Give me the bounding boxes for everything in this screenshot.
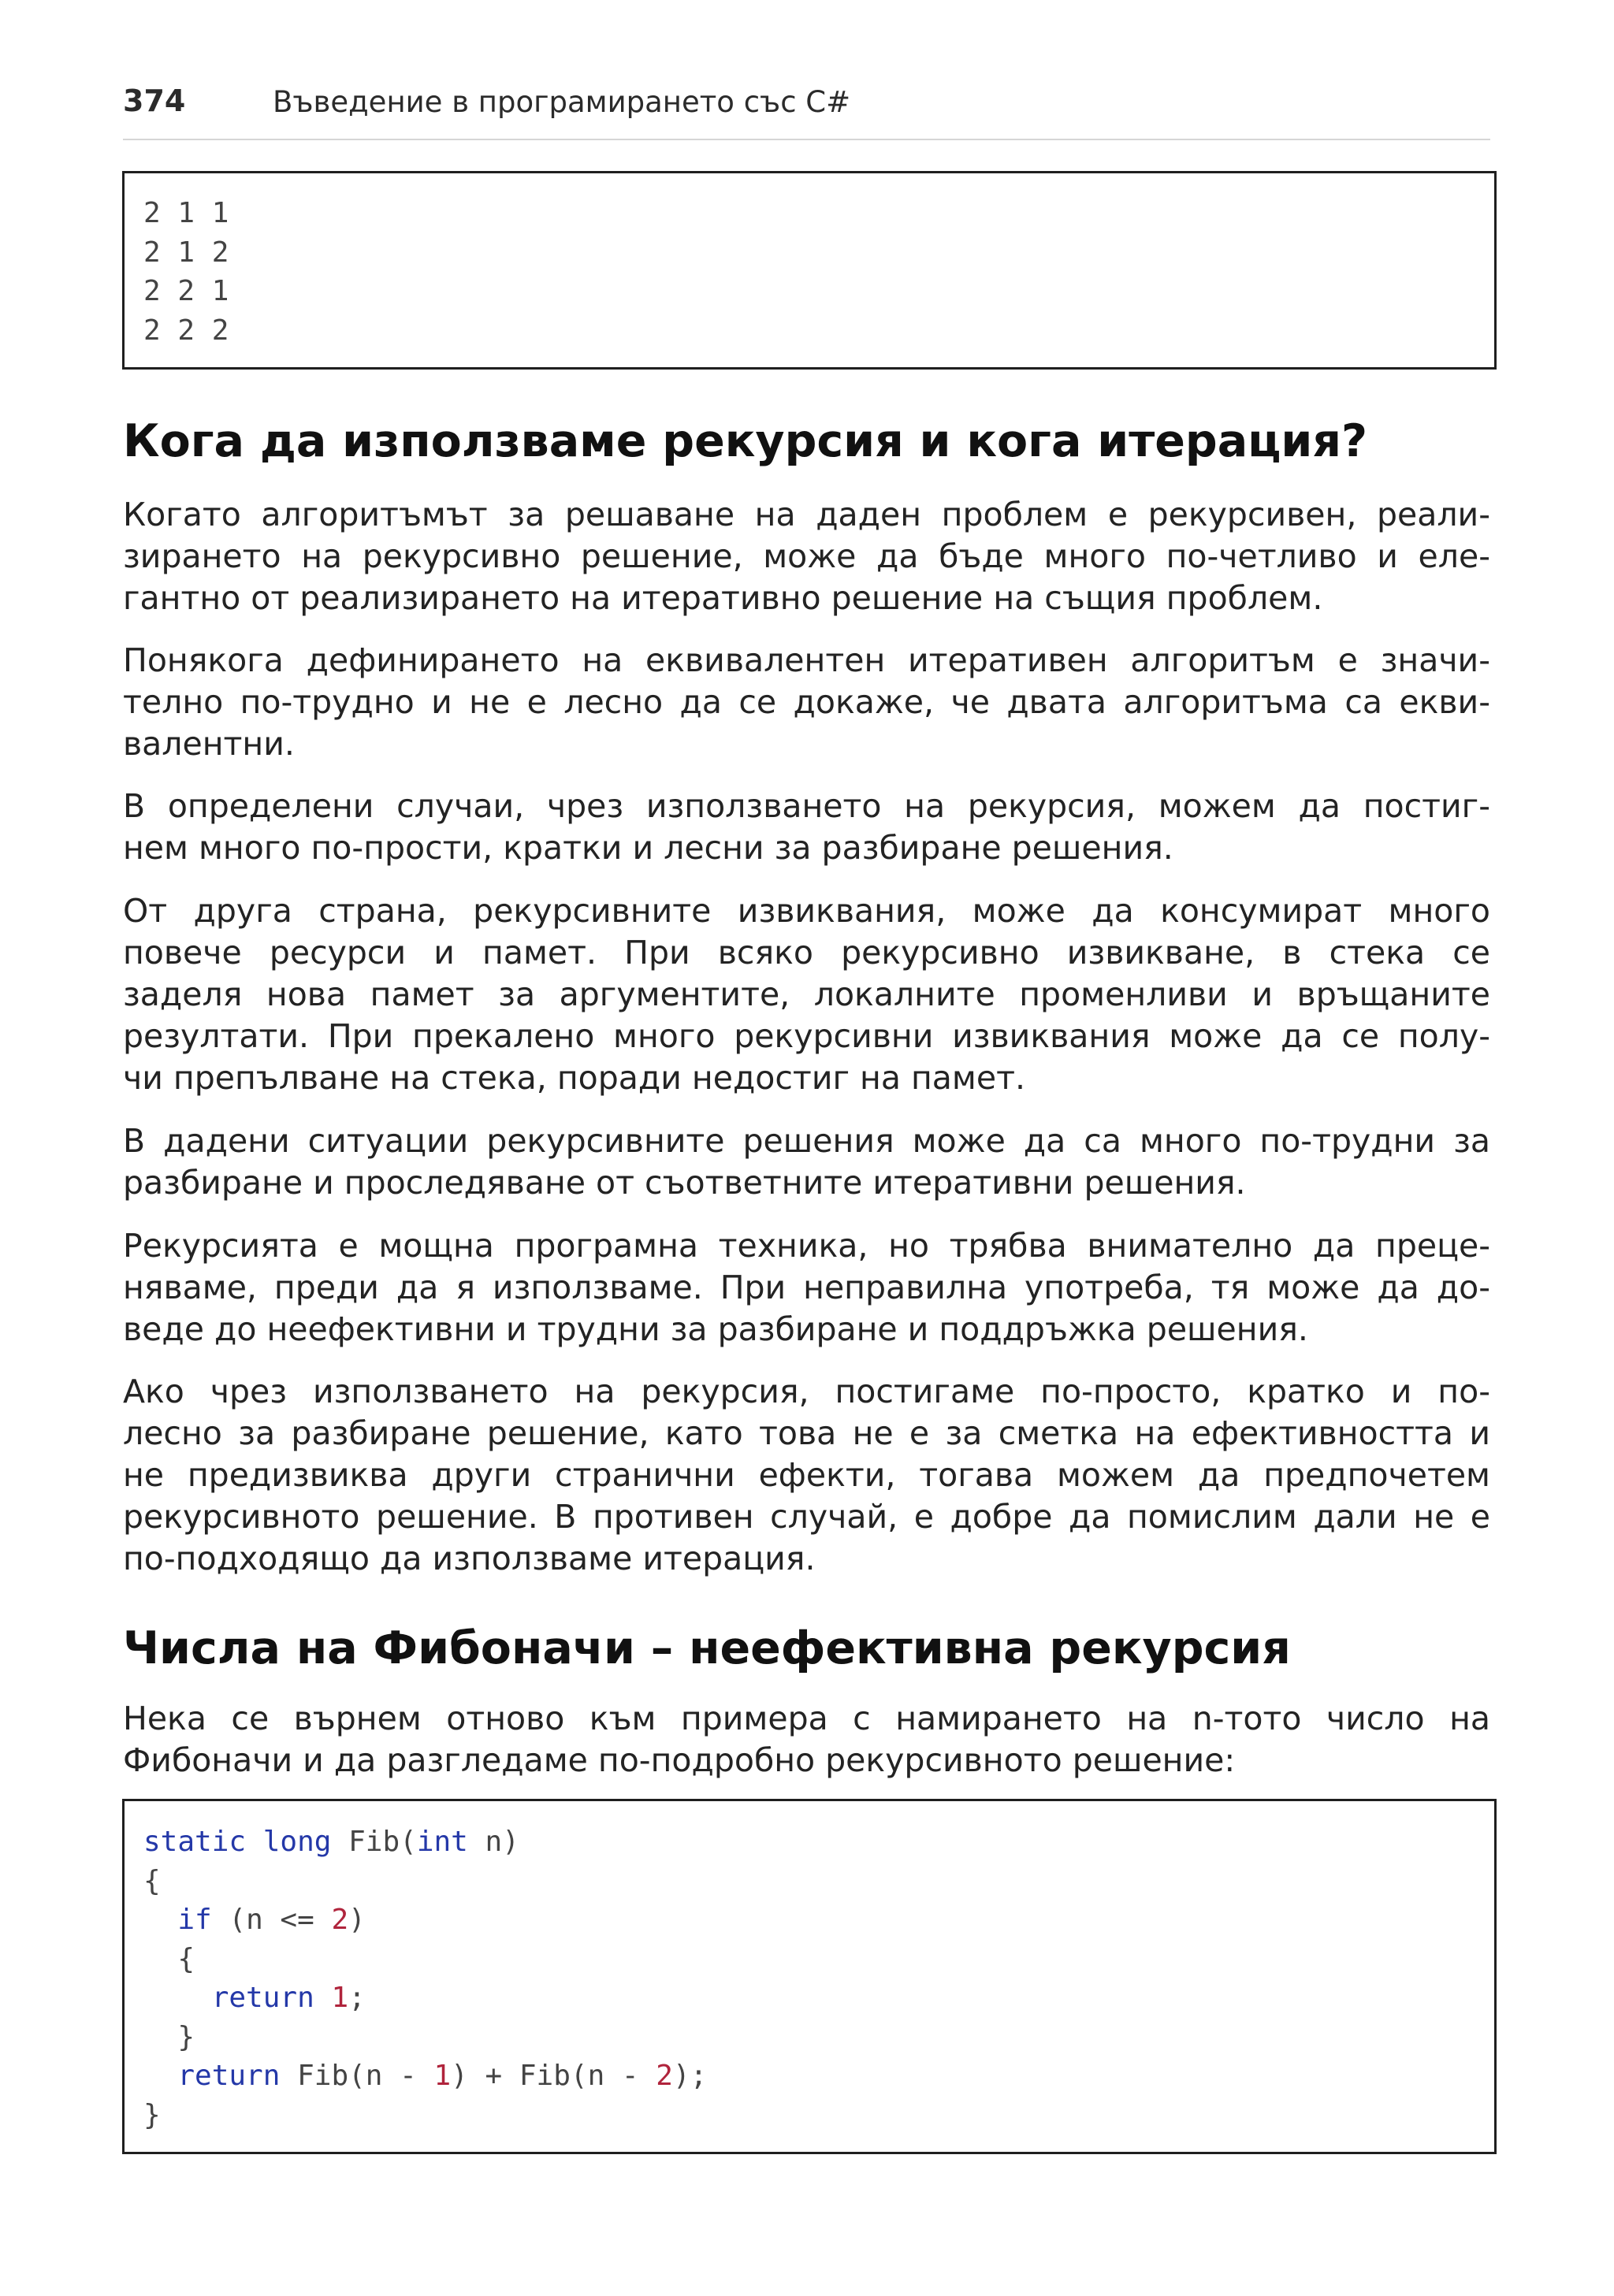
paragraph xyxy=(123,494,1490,619)
code-number: 1 xyxy=(331,1982,349,2014)
paragraph xyxy=(123,640,1490,765)
output-line: 2 2 2 xyxy=(143,314,229,347)
text-line: разбиране и проследяване от съответните итеративни решения. xyxy=(123,1164,1246,1202)
code-keyword: return xyxy=(211,1982,314,2014)
text-line: чи препълване на стека, поради недостиг на памет. xyxy=(123,1059,1025,1097)
paragraph xyxy=(123,1120,1490,1204)
code-number: 2 xyxy=(656,2060,673,2092)
paragraph xyxy=(123,1225,1490,1350)
code-text: Fib( xyxy=(348,1826,417,1858)
code-text: (n <= xyxy=(229,1904,332,1936)
text-line: повече ресурси и памет. При всяко рекурсивно извикване, в стека се xyxy=(123,934,1490,972)
code-text: { xyxy=(143,1864,161,1897)
text-line: лесно за разбиране решение, като това не е за сметка на ефективността и xyxy=(123,1414,1490,1452)
output-line: 2 1 2 xyxy=(143,236,229,269)
paragraph xyxy=(123,890,1490,1099)
text-line: Ако чрез използването на рекурсия, постигаме по-просто, кратко и по- xyxy=(123,1373,1490,1410)
text-line: Нека се върнем отново към примера с намирането на n-тото число на xyxy=(123,1700,1490,1737)
paragraph xyxy=(123,786,1490,869)
text-line: рекурсивното решение. В противен случай, е добре да помислим дали не е xyxy=(123,1498,1490,1536)
code-line xyxy=(143,1900,1494,1940)
output-line: 2 1 1 xyxy=(143,197,229,229)
text-line: нем много по-прости, кратки и лесни за разбиране решения. xyxy=(123,829,1173,867)
text-line: телно по-трудно и не е лесно да се докаже, че двата алгоритъма са екви- xyxy=(123,683,1490,721)
section-heading: Кога да използваме рекурсия и кога итерация? xyxy=(123,415,1368,467)
running-title: Въведение в програмирането със C# xyxy=(273,85,851,119)
code-keyword: return xyxy=(177,2060,281,2092)
output-line: 2 2 1 xyxy=(143,275,229,307)
text-line: няваме, преди да я използваме. При неправилна употреба, тя може да до- xyxy=(123,1269,1490,1306)
text-line: Когато алгоритъмът за решаване на даден проблем е рекурсивен, реали- xyxy=(123,496,1490,533)
code-number: 1 xyxy=(433,2060,452,2092)
text-line: не предизвиква други странични ефекти, тогава можем да предпочетем xyxy=(123,1456,1490,1494)
page-number: 374 xyxy=(123,84,186,118)
text-line: валентни. xyxy=(123,725,295,763)
code-text: ; xyxy=(348,1982,366,2014)
code-text: Fib(n - xyxy=(297,2060,434,2092)
text-line: В определени случаи, чрез използването на рекурсия, можем да постиг- xyxy=(123,787,1490,825)
paragraph xyxy=(123,1698,1490,1781)
code-listing xyxy=(122,1799,1497,2154)
text-line: В дадени ситуации рекурсивните решения може да са много по-трудни за xyxy=(123,1122,1490,1160)
code-text: ) xyxy=(348,1904,366,1936)
code-keyword: if xyxy=(177,1904,212,1936)
code-number: 2 xyxy=(331,1904,349,1936)
code-text: } xyxy=(177,2020,195,2053)
text-line: Фибоначи и да разгледаме по-подробно рекурсивното решение: xyxy=(123,1741,1236,1779)
code-line xyxy=(143,1940,1494,1979)
section-heading: Числа на Фибоначи – неефективна рекурсия xyxy=(123,1622,1291,1674)
code-line xyxy=(143,2056,1494,2096)
code-keyword: int xyxy=(416,1826,468,1858)
paragraph xyxy=(123,1371,1490,1580)
code-text: { xyxy=(177,1942,195,1975)
code-keyword: long xyxy=(262,1826,332,1858)
text-line: веде до неефективни и трудни за разбиране и поддръжка решения. xyxy=(123,1310,1308,1348)
code-text: ); xyxy=(672,2060,708,2092)
text-line: зирането на рекурсивно решение, може да бъде много по-четливо и еле- xyxy=(123,537,1490,575)
code-keyword: static xyxy=(143,1826,247,1858)
code-line xyxy=(143,2018,1494,2057)
code-text: n) xyxy=(485,1826,519,1858)
page-header xyxy=(123,79,1490,140)
text-line: Рекурсията е мощна програмна техника, но трябва внимателно да преце- xyxy=(123,1227,1490,1265)
text-line: по-подходящо да използваме итерация. xyxy=(123,1540,816,1577)
text-line: гантно от реализирането на итеративно решение на същия проблем. xyxy=(123,579,1323,617)
text-line: резултати. При прекалено много рекурсивни извиквания може да се полу- xyxy=(123,1017,1490,1055)
code-text: ) + Fib(n - xyxy=(451,2060,656,2092)
code-line xyxy=(143,1978,1494,2018)
code-line xyxy=(143,2096,1494,2135)
code-text: } xyxy=(143,2098,161,2131)
code-line xyxy=(143,1822,1494,1862)
text-line: От друга страна, рекурсивните извиквания, може да консумират много xyxy=(123,892,1490,930)
text-line: заделя нова памет за аргументите, локалните променливи и връщаните xyxy=(123,975,1490,1013)
output-box xyxy=(122,171,1497,370)
text-line: Понякога дефинирането на еквивалентен итеративен алгоритъм е значи- xyxy=(123,641,1490,679)
code-line xyxy=(143,1862,1494,1901)
